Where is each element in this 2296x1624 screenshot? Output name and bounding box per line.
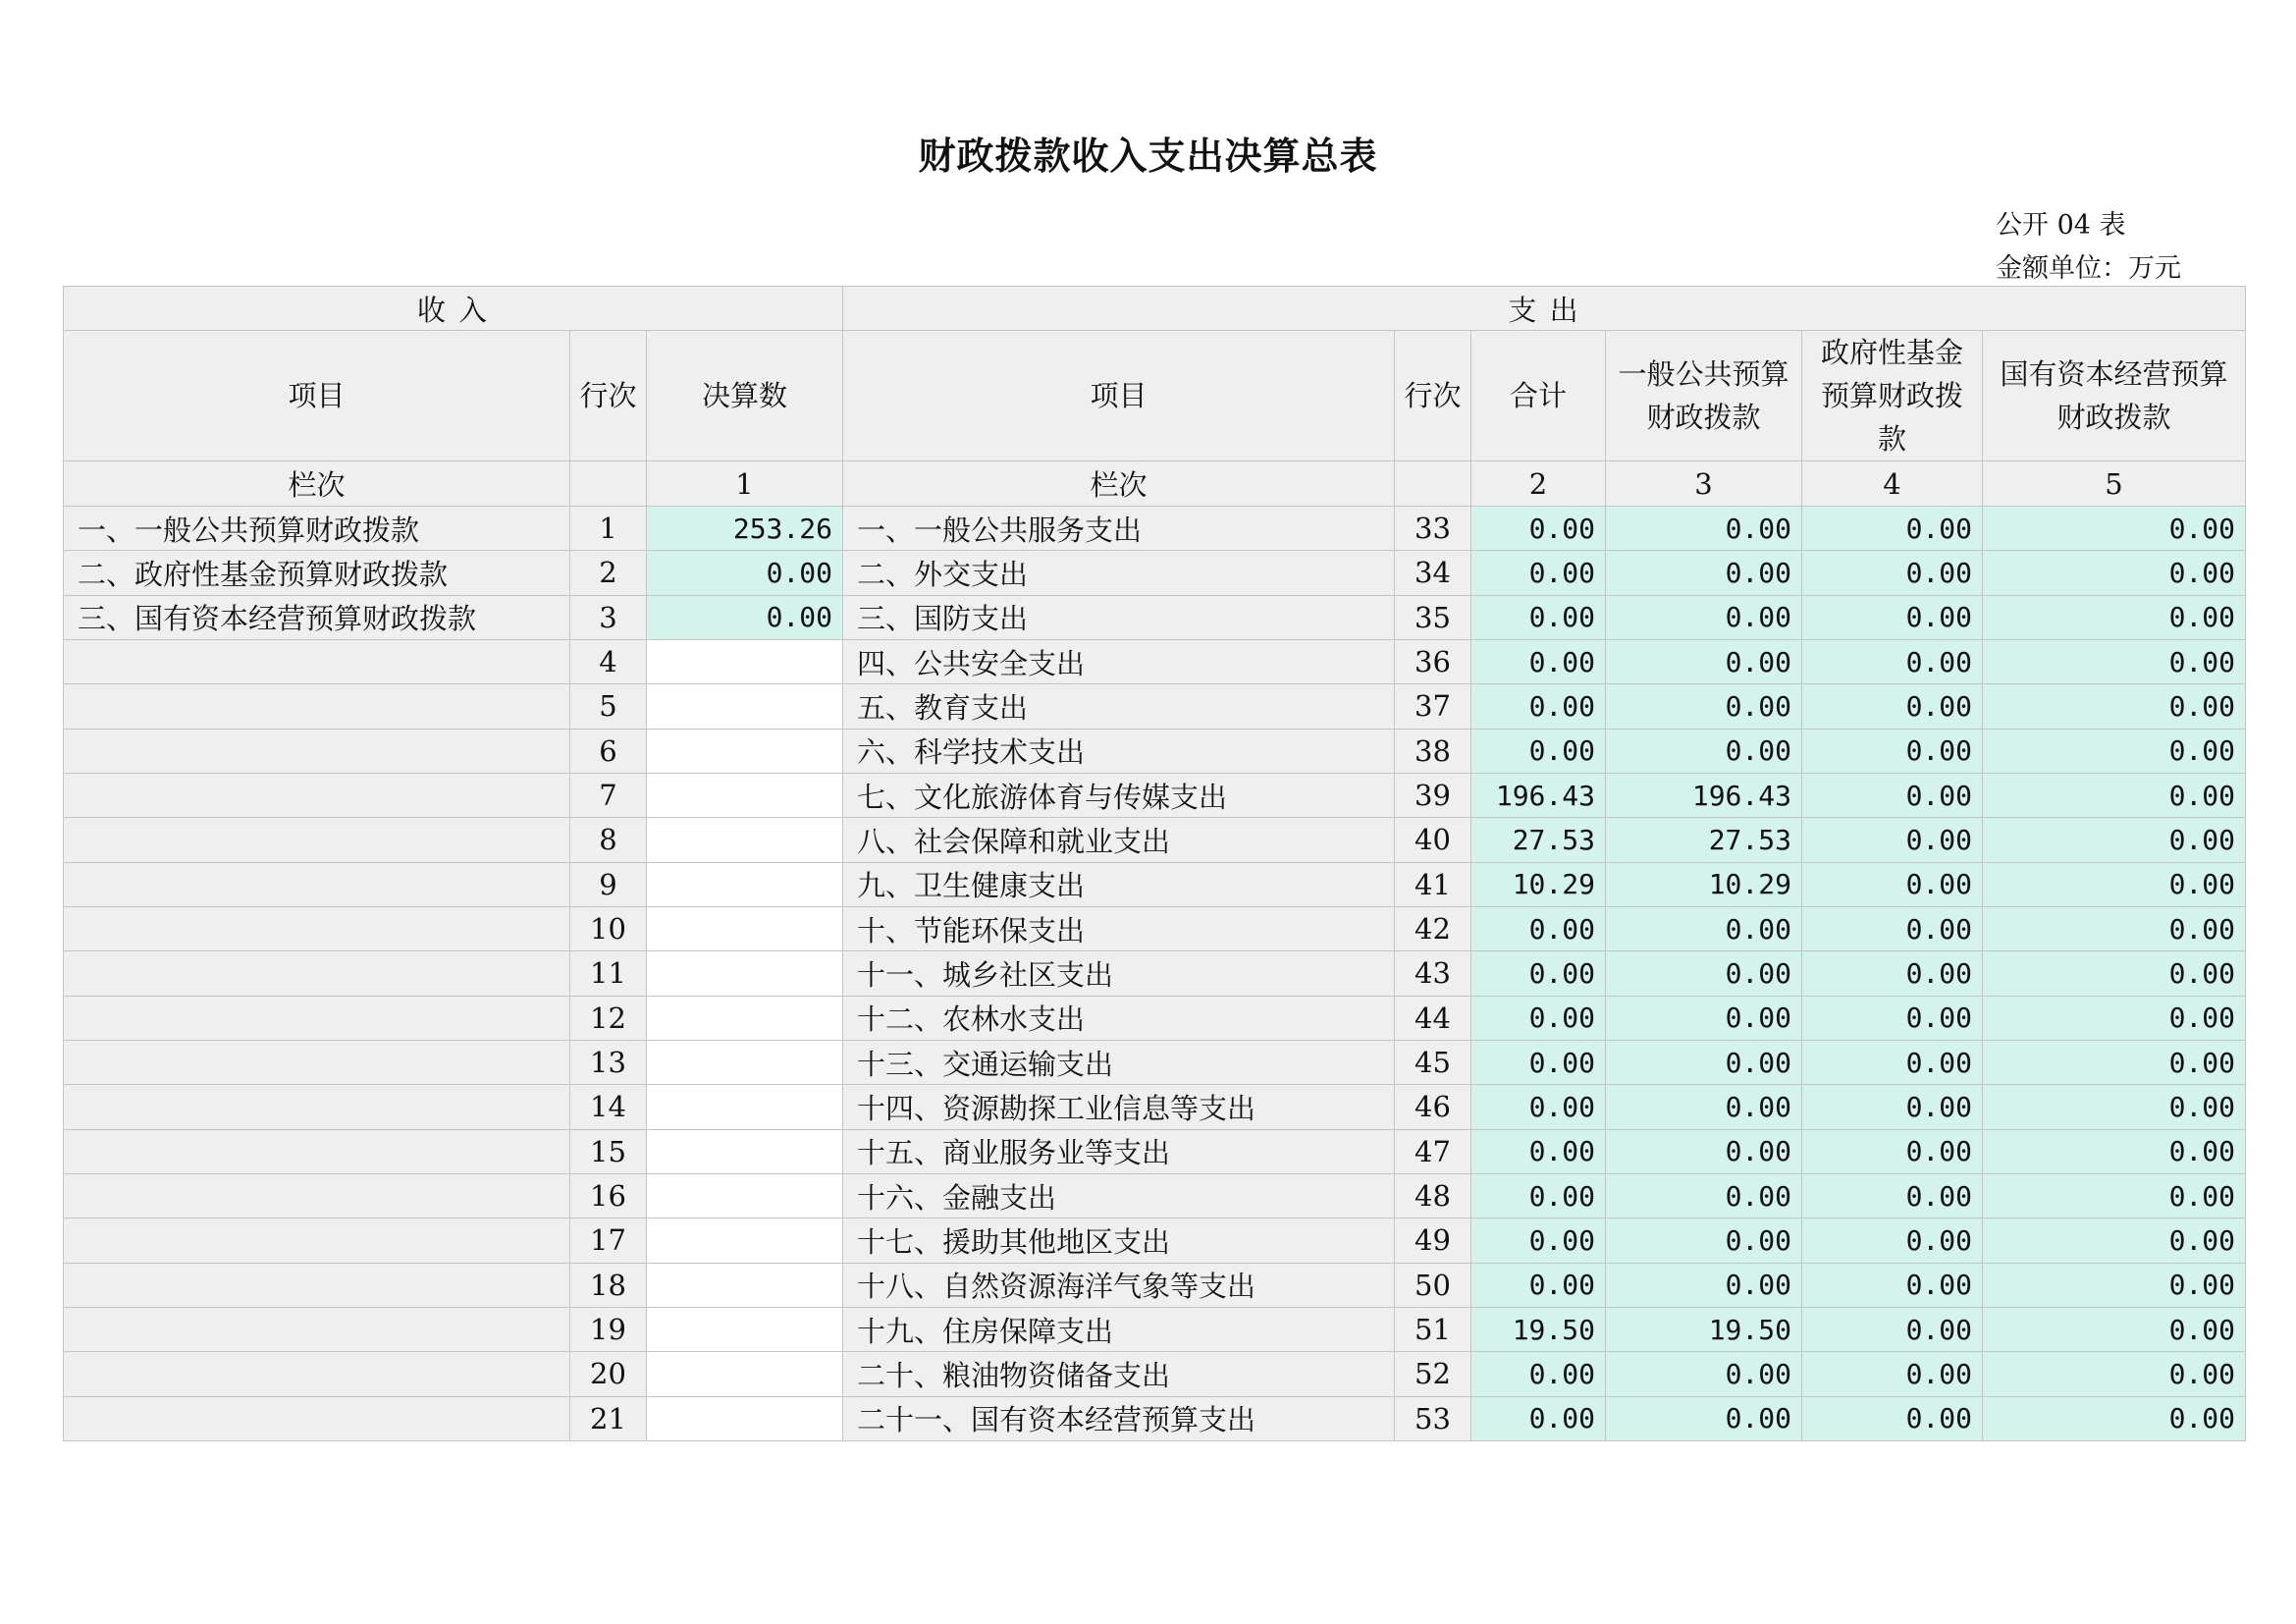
state-capital-cell: 0.00 — [1983, 862, 2246, 906]
expense-col-label: 栏次 — [843, 461, 1395, 507]
table-row — [64, 773, 2246, 817]
income-header: 收 入 — [64, 287, 843, 331]
state-capital-cell: 0.00 — [1983, 773, 2246, 817]
income-amount-cell — [647, 773, 843, 817]
table-row — [64, 1173, 2246, 1218]
income-amount-cell — [647, 818, 843, 862]
income-amount-cell — [647, 729, 843, 773]
table-row — [64, 906, 2246, 950]
expense-item-cell: 三、国防支出 — [843, 595, 1395, 639]
general-budget-cell: 0.00 — [1606, 639, 1802, 683]
expense-item-cell: 九、卫生健康支出 — [843, 862, 1395, 906]
general-budget-cell: 196.43 — [1606, 773, 1802, 817]
expense-row-no-cell: 38 — [1395, 729, 1471, 773]
fund-budget-cell: 0.00 — [1802, 1396, 1983, 1440]
fund-budget-cell: 0.00 — [1802, 951, 1983, 996]
income-row-no-cell: 5 — [570, 684, 647, 729]
state-capital-cell: 0.00 — [1983, 1085, 2246, 1129]
col-number-1: 1 — [647, 461, 843, 507]
expense-row-no-cell: 41 — [1395, 862, 1471, 906]
income-row-no-cell: 6 — [570, 729, 647, 773]
income-amount-cell — [647, 906, 843, 950]
state-capital-cell: 0.00 — [1983, 1263, 2246, 1307]
expense-item-cell: 二十、粮油物资储备支出 — [843, 1352, 1395, 1396]
state-capital-cell: 0.00 — [1983, 684, 2246, 729]
state-capital-cell: 0.00 — [1983, 996, 2246, 1040]
expense-header: 支 出 — [843, 287, 2246, 331]
income-row-no-cell: 14 — [570, 1085, 647, 1129]
expense-row-no-cell: 44 — [1395, 996, 1471, 1040]
fund-budget-cell: 0.00 — [1802, 1263, 1983, 1307]
income-row-no-cell: 20 — [570, 1352, 647, 1396]
fund-budget-cell: 0.00 — [1802, 773, 1983, 817]
expense-item-cell: 十六、金融支出 — [843, 1173, 1395, 1218]
general-budget-cell: 0.00 — [1606, 551, 1802, 595]
fund-budget-cell: 0.00 — [1802, 507, 1983, 551]
income-row-no-header: 行次 — [570, 331, 647, 461]
expense-row-no-cell: 36 — [1395, 639, 1471, 683]
general-budget-cell: 0.00 — [1606, 996, 1802, 1040]
table-row — [64, 729, 2246, 773]
fund-budget-cell: 0.00 — [1802, 1307, 1983, 1351]
income-item-cell — [64, 1040, 570, 1084]
fund-budget-header: 政府性基金预算财政拨款 — [1802, 331, 1983, 461]
general-budget-cell: 0.00 — [1606, 507, 1802, 551]
income-amount-cell — [647, 1396, 843, 1440]
expense-row-no-cell: 49 — [1395, 1218, 1471, 1263]
income-item-cell — [64, 1173, 570, 1218]
general-budget-header: 一般公共预算财政拨款 — [1606, 331, 1802, 461]
general-budget-cell: 0.00 — [1606, 1218, 1802, 1263]
col-number-4: 4 — [1802, 461, 1983, 507]
income-item-cell — [64, 906, 570, 950]
total-cell: 0.00 — [1471, 1352, 1606, 1396]
table-row — [64, 1396, 2246, 1440]
income-amount-cell — [647, 1173, 843, 1218]
fund-budget-cell: 0.00 — [1802, 1218, 1983, 1263]
income-row-no-cell: 15 — [570, 1129, 647, 1173]
income-row-no-cell: 17 — [570, 1218, 647, 1263]
income-row-no-cell: 13 — [570, 1040, 647, 1084]
table-row — [64, 1218, 2246, 1263]
income-amount-cell: 253.26 — [647, 507, 843, 551]
table-row — [64, 1085, 2246, 1129]
expense-item-header: 项目 — [843, 331, 1395, 461]
total-cell: 0.00 — [1471, 996, 1606, 1040]
general-budget-cell: 0.00 — [1606, 729, 1802, 773]
income-amount-cell — [647, 1040, 843, 1084]
total-cell: 0.00 — [1471, 1040, 1606, 1084]
table-number: 公开 04 表 — [1996, 210, 2126, 241]
general-budget-cell: 0.00 — [1606, 1396, 1802, 1440]
income-amount-cell — [647, 1307, 843, 1351]
income-row-no-cell: 16 — [570, 1173, 647, 1218]
income-item-header: 项目 — [64, 331, 570, 461]
total-cell: 27.53 — [1471, 818, 1606, 862]
income-row-no-cell: 1 — [570, 507, 647, 551]
fund-budget-cell: 0.00 — [1802, 818, 1983, 862]
expense-item-cell: 二、外交支出 — [843, 551, 1395, 595]
general-budget-cell: 0.00 — [1606, 951, 1802, 996]
income-amount-cell — [647, 951, 843, 996]
state-capital-header: 国有资本经营预算财政拨款 — [1983, 331, 2246, 461]
general-budget-cell: 0.00 — [1606, 1129, 1802, 1173]
income-item-cell — [64, 1396, 570, 1440]
income-item-cell — [64, 1307, 570, 1351]
expense-item-cell: 四、公共安全支出 — [843, 639, 1395, 683]
col-number-5: 5 — [1983, 461, 2246, 507]
total-cell: 0.00 — [1471, 1173, 1606, 1218]
total-cell: 0.00 — [1471, 1218, 1606, 1263]
general-budget-cell: 10.29 — [1606, 862, 1802, 906]
income-row-no-cell: 9 — [570, 862, 647, 906]
fund-budget-cell: 0.00 — [1802, 996, 1983, 1040]
state-capital-cell: 0.00 — [1983, 1218, 2246, 1263]
income-row-no-cell: 4 — [570, 639, 647, 683]
expense-row-no-cell: 45 — [1395, 1040, 1471, 1084]
expense-item-cell: 十九、住房保障支出 — [843, 1307, 1395, 1351]
table-row — [64, 818, 2246, 862]
expense-col-empty — [1395, 461, 1471, 507]
expense-item-cell: 六、科学技术支出 — [843, 729, 1395, 773]
income-amount-cell — [647, 1263, 843, 1307]
expense-item-cell: 十、节能环保支出 — [843, 906, 1395, 950]
income-amount-cell — [647, 996, 843, 1040]
page-title: 财政拨款收入支出决算总表 — [918, 135, 1378, 178]
income-row-no-cell: 3 — [570, 595, 647, 639]
table-row — [64, 507, 2246, 551]
fund-budget-cell: 0.00 — [1802, 595, 1983, 639]
income-item-cell — [64, 1352, 570, 1396]
total-header: 合计 — [1471, 331, 1606, 461]
general-budget-cell: 0.00 — [1606, 1352, 1802, 1396]
fund-budget-cell: 0.00 — [1802, 1040, 1983, 1084]
income-item-cell — [64, 773, 570, 817]
income-row-no-cell: 18 — [570, 1263, 647, 1307]
income-row-no-cell: 19 — [570, 1307, 647, 1351]
total-cell: 196.43 — [1471, 773, 1606, 817]
total-cell: 19.50 — [1471, 1307, 1606, 1351]
fund-budget-cell: 0.00 — [1802, 729, 1983, 773]
expense-item-cell: 七、文化旅游体育与传媒支出 — [843, 773, 1395, 817]
general-budget-cell: 0.00 — [1606, 684, 1802, 729]
total-cell: 0.00 — [1471, 507, 1606, 551]
table-row — [64, 639, 2246, 683]
expense-item-cell: 十八、自然资源海洋气象等支出 — [843, 1263, 1395, 1307]
expense-row-no-cell: 35 — [1395, 595, 1471, 639]
state-capital-cell: 0.00 — [1983, 507, 2246, 551]
expense-row-no-cell: 34 — [1395, 551, 1471, 595]
table-row — [64, 1307, 2246, 1351]
general-budget-cell: 0.00 — [1606, 1173, 1802, 1218]
general-budget-cell: 0.00 — [1606, 1040, 1802, 1084]
table-row — [64, 1129, 2246, 1173]
state-capital-cell: 0.00 — [1983, 1352, 2246, 1396]
col-number-2: 2 — [1471, 461, 1606, 507]
total-cell: 0.00 — [1471, 1396, 1606, 1440]
state-capital-cell: 0.00 — [1983, 818, 2246, 862]
fund-budget-cell: 0.00 — [1802, 684, 1983, 729]
income-item-cell: 一、一般公共预算财政拨款 — [64, 507, 570, 551]
total-cell: 0.00 — [1471, 1085, 1606, 1129]
income-amount-cell — [647, 684, 843, 729]
expense-row-no-cell: 40 — [1395, 818, 1471, 862]
income-amount-cell: 0.00 — [647, 551, 843, 595]
table-row — [64, 1263, 2246, 1307]
total-cell: 0.00 — [1471, 951, 1606, 996]
income-row-no-cell: 12 — [570, 996, 647, 1040]
income-amount-cell — [647, 639, 843, 683]
total-cell: 0.00 — [1471, 729, 1606, 773]
expense-item-cell: 十二、农林水支出 — [843, 996, 1395, 1040]
fund-budget-cell: 0.00 — [1802, 551, 1983, 595]
income-item-cell — [64, 996, 570, 1040]
income-item-cell — [64, 1085, 570, 1129]
state-capital-cell: 0.00 — [1983, 1396, 2246, 1440]
general-budget-cell: 19.50 — [1606, 1307, 1802, 1351]
state-capital-cell: 0.00 — [1983, 1040, 2246, 1084]
total-cell: 0.00 — [1471, 684, 1606, 729]
income-row-no-cell: 7 — [570, 773, 647, 817]
general-budget-cell: 27.53 — [1606, 818, 1802, 862]
income-row-no-cell: 21 — [570, 1396, 647, 1440]
income-item-cell — [64, 1218, 570, 1263]
final-amount-header: 决算数 — [647, 331, 843, 461]
expense-item-cell: 一、一般公共服务支出 — [843, 507, 1395, 551]
table-row — [64, 862, 2246, 906]
table-row — [64, 551, 2246, 595]
expense-row-no-cell: 37 — [1395, 684, 1471, 729]
income-amount-cell — [647, 1085, 843, 1129]
expense-row-no-cell: 33 — [1395, 507, 1471, 551]
expense-row-no-cell: 39 — [1395, 773, 1471, 817]
col-number-3: 3 — [1606, 461, 1802, 507]
expense-item-cell: 十五、商业服务业等支出 — [843, 1129, 1395, 1173]
total-cell: 0.00 — [1471, 906, 1606, 950]
state-capital-cell: 0.00 — [1983, 729, 2246, 773]
fund-budget-cell: 0.00 — [1802, 1352, 1983, 1396]
general-budget-cell: 0.00 — [1606, 595, 1802, 639]
general-budget-cell: 0.00 — [1606, 906, 1802, 950]
expense-item-cell: 十三、交通运输支出 — [843, 1040, 1395, 1084]
income-amount-cell — [647, 1129, 843, 1173]
state-capital-cell: 0.00 — [1983, 639, 2246, 683]
income-row-no-cell: 8 — [570, 818, 647, 862]
amount-unit: 金额单位：万元 — [1996, 253, 2181, 284]
income-col-label: 栏次 — [64, 461, 570, 507]
expense-row-no-cell: 51 — [1395, 1307, 1471, 1351]
expense-row-no-cell: 50 — [1395, 1263, 1471, 1307]
general-budget-cell: 0.00 — [1606, 1085, 1802, 1129]
income-item-cell — [64, 684, 570, 729]
fund-budget-cell: 0.00 — [1802, 1129, 1983, 1173]
table-row — [64, 684, 2246, 729]
table-row — [64, 1352, 2246, 1396]
income-item-cell — [64, 1129, 570, 1173]
total-cell: 0.00 — [1471, 1263, 1606, 1307]
state-capital-cell: 0.00 — [1983, 951, 2246, 996]
expense-item-cell: 八、社会保障和就业支出 — [843, 818, 1395, 862]
income-item-cell — [64, 729, 570, 773]
total-cell: 0.00 — [1471, 639, 1606, 683]
income-item-cell — [64, 951, 570, 996]
total-cell: 0.00 — [1471, 1129, 1606, 1173]
expense-row-no-cell: 42 — [1395, 906, 1471, 950]
expense-item-cell: 十七、援助其他地区支出 — [843, 1218, 1395, 1263]
expense-row-no-header: 行次 — [1395, 331, 1471, 461]
income-item-cell: 二、政府性基金预算财政拨款 — [64, 551, 570, 595]
table-row — [64, 1040, 2246, 1084]
expense-item-cell: 五、教育支出 — [843, 684, 1395, 729]
expense-item-cell: 十一、城乡社区支出 — [843, 951, 1395, 996]
table-row — [64, 951, 2246, 996]
income-item-cell — [64, 818, 570, 862]
income-col-empty — [570, 461, 647, 507]
budget-table — [63, 286, 2246, 1441]
expense-row-no-cell: 53 — [1395, 1396, 1471, 1440]
income-item-cell — [64, 639, 570, 683]
expense-item-cell: 十四、资源勘探工业信息等支出 — [843, 1085, 1395, 1129]
expense-row-no-cell: 48 — [1395, 1173, 1471, 1218]
total-cell: 0.00 — [1471, 595, 1606, 639]
table-row — [64, 595, 2246, 639]
income-amount-cell — [647, 1218, 843, 1263]
total-cell: 0.00 — [1471, 551, 1606, 595]
fund-budget-cell: 0.00 — [1802, 1173, 1983, 1218]
state-capital-cell: 0.00 — [1983, 1173, 2246, 1218]
general-budget-cell: 0.00 — [1606, 1263, 1802, 1307]
income-row-no-cell: 2 — [570, 551, 647, 595]
table-row — [64, 996, 2246, 1040]
expense-row-no-cell: 46 — [1395, 1085, 1471, 1129]
income-amount-cell — [647, 862, 843, 906]
income-item-cell — [64, 862, 570, 906]
income-row-no-cell: 11 — [570, 951, 647, 996]
fund-budget-cell: 0.00 — [1802, 1085, 1983, 1129]
income-item-cell: 三、国有资本经营预算财政拨款 — [64, 595, 570, 639]
fund-budget-cell: 0.00 — [1802, 906, 1983, 950]
fund-budget-cell: 0.00 — [1802, 639, 1983, 683]
state-capital-cell: 0.00 — [1983, 551, 2246, 595]
state-capital-cell: 0.00 — [1983, 1129, 2246, 1173]
income-item-cell — [64, 1263, 570, 1307]
state-capital-cell: 0.00 — [1983, 906, 2246, 950]
expense-row-no-cell: 43 — [1395, 951, 1471, 996]
expense-item-cell: 二十一、国有资本经营预算支出 — [843, 1396, 1395, 1440]
expense-row-no-cell: 52 — [1395, 1352, 1471, 1396]
expense-row-no-cell: 47 — [1395, 1129, 1471, 1173]
income-amount-cell: 0.00 — [647, 595, 843, 639]
state-capital-cell: 0.00 — [1983, 595, 2246, 639]
income-amount-cell — [647, 1352, 843, 1396]
state-capital-cell: 0.00 — [1983, 1307, 2246, 1351]
total-cell: 10.29 — [1471, 862, 1606, 906]
income-row-no-cell: 10 — [570, 906, 647, 950]
fund-budget-cell: 0.00 — [1802, 862, 1983, 906]
